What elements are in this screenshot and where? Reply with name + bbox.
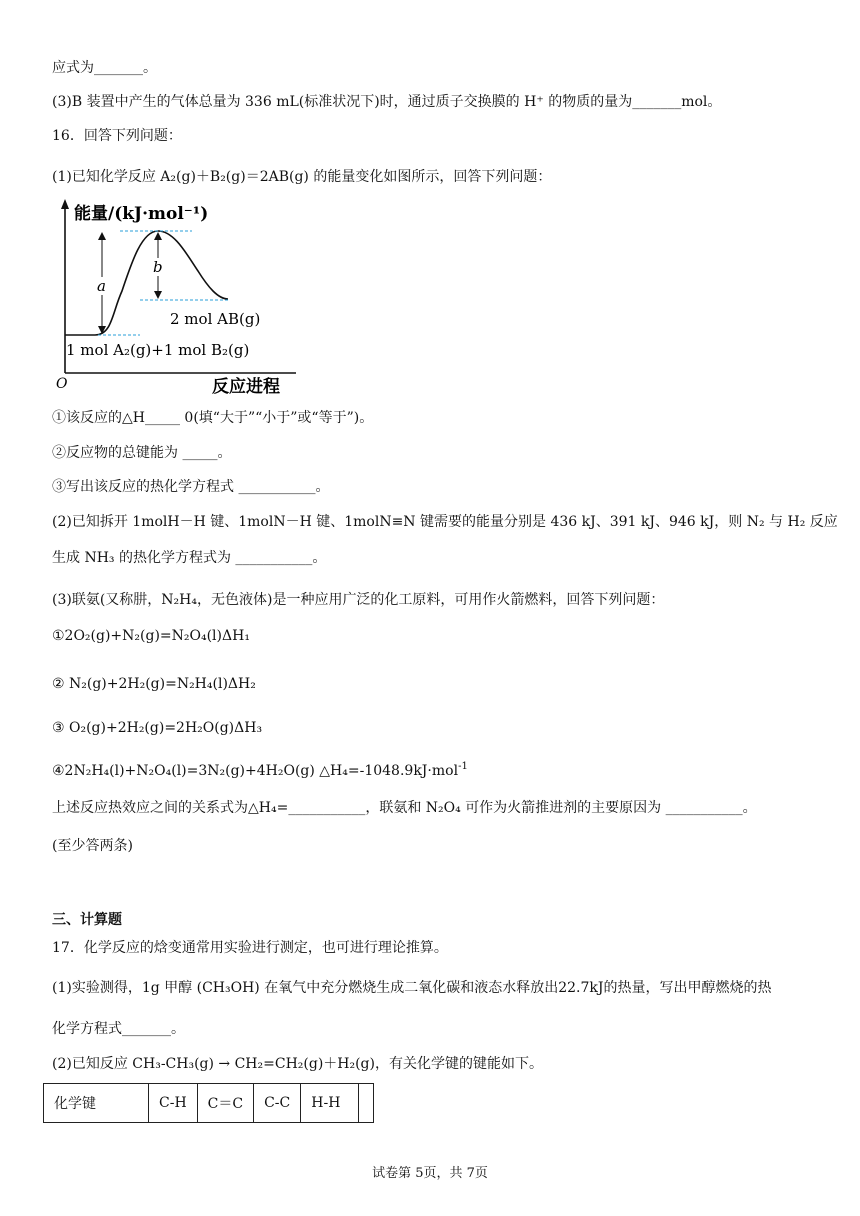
text: 的能量变化如图所示，回答下列问题：: [313, 169, 552, 185]
table-cell: 化学键: [44, 1084, 149, 1123]
arrow-a-head-bottom: [98, 326, 106, 334]
text: (1)已知化学反应: [52, 169, 156, 185]
products-label: 2 mol AB(g): [170, 310, 261, 328]
question-15-part3: [52, 92, 721, 112]
table-cell: C＝C: [197, 1084, 253, 1123]
formula-n2: N₂: [746, 514, 765, 530]
answer-line: 应式为_______。: [52, 60, 157, 76]
text: 与: [769, 514, 784, 530]
formula-n2o4: N₂O₄: [425, 800, 461, 816]
section-3-heading: 三、计算题: [52, 912, 122, 928]
reaction-3: ③ O₂(g)+2H₂(g)=2H₂O(g)ΔH₃: [52, 720, 263, 736]
bond-energy-table: [43, 1083, 374, 1123]
reaction-2: ② N₂(g)+2H₂(g)=N₂H₄(l)ΔH₂: [52, 676, 256, 692]
arrow-b-head-top: [154, 232, 162, 240]
question-16-part2-cont: [52, 548, 326, 568]
table-cell: C-H: [149, 1084, 198, 1123]
table-cell: [359, 1084, 374, 1123]
text: 的热化学方程式为 ___________。: [118, 550, 327, 566]
text: 上述反应热效应之间的关系式为△H₄=___________，联氨和: [52, 800, 422, 816]
question-17-part1-cont: 化学方程式_______。: [52, 1021, 185, 1037]
question-17-part2: (2)已知反应 CH₃-CH₃(g) → CH₂=CH₂(g)＋H₂(g)，有关化学键的键能如下。: [52, 1056, 543, 1072]
origin-label: O: [56, 376, 68, 392]
sub-question-3: ③写出该反应的热化学方程式 ___________。: [52, 479, 330, 495]
text: 在氧气中充分燃烧生成二氧化碳和液态水释放出22.7kJ的热量，写出甲醇燃烧的热: [264, 980, 772, 996]
text: 反应: [809, 514, 838, 530]
page-footer: 试卷第 5页，共 7页: [372, 1166, 488, 1181]
text: 生成: [52, 550, 80, 566]
reaction-1: ①2O₂(g)+N₂(g)=N₂O₄(l)ΔH₁: [52, 628, 250, 644]
unit-exponent: -1: [458, 761, 468, 772]
arrow-b-head-bottom: [154, 291, 162, 299]
reaction-equation: A₂(g)＋B₂(g)＝2AB(g): [160, 169, 309, 185]
table-row: [44, 1084, 374, 1123]
x-axis-label: 反应进程: [212, 377, 280, 397]
relation-question: [52, 798, 757, 818]
text: (3)B 装置中产生的气体总量为 336 mL(标准状况下)时，通过质子交换膜的: [52, 94, 520, 110]
label-a: a: [97, 277, 106, 295]
formula-h-plus: H⁺: [524, 94, 544, 110]
reactants-label: 1 mol A₂(g)+1 mol B₂(g): [66, 341, 250, 359]
question-16-part1: [52, 167, 551, 187]
formula-h2: H₂: [787, 514, 806, 530]
question-16-part3: (3)联氨(又称肼，N₂H₄，无色液体)是一种应用广泛的化工原料，可用作火箭燃料，回答下列问题：: [52, 592, 665, 608]
formula-nh3: NH₃: [84, 550, 115, 566]
text: (2)已知拆开 1molH－H 键、1molN－H 键、1molN≡N 键需要的能量分别是 436 kJ、391 kJ、946 kJ，则: [52, 514, 743, 530]
question-16-title: 16．回答下列问题：: [52, 128, 182, 144]
arrow-a-head-top: [98, 232, 106, 240]
text: (1)实验测得，1g 甲醇: [52, 980, 193, 996]
text: 的物质的量为_______mol。: [548, 94, 722, 110]
question-16-part2: [52, 512, 838, 532]
label-b: b: [153, 258, 163, 276]
text: 可作为火箭推进剂的主要原因为 ___________。: [465, 800, 757, 816]
sub-question-1: ①该反应的△H_____ 0(填“大于”“小于”或“等于”)。: [52, 410, 374, 426]
energy-diagram: [50, 195, 310, 400]
question-17-part1: [52, 978, 771, 998]
y-axis-label: 能量/(kJ·mol⁻¹): [74, 204, 209, 224]
relation-note: (至少答两条): [52, 838, 133, 854]
question-17-title: 17．化学反应的焓变通常用实验进行测定，也可进行理论推算。: [52, 940, 448, 956]
y-axis-arrow: [61, 199, 69, 209]
table-cell: H-H: [301, 1084, 359, 1123]
formula-ch3oh: (CH₃OH): [196, 980, 260, 996]
reaction-4: [52, 757, 468, 781]
text: ④2N₂H₄(l)+N₂O₄(l)=3N₂(g)+4H₂O(g) △H₄=-1048.9kJ·mol: [52, 763, 459, 779]
sub-question-2: ②反应物的总键能为 _____。: [52, 445, 232, 461]
table-cell: C-C: [254, 1084, 301, 1123]
